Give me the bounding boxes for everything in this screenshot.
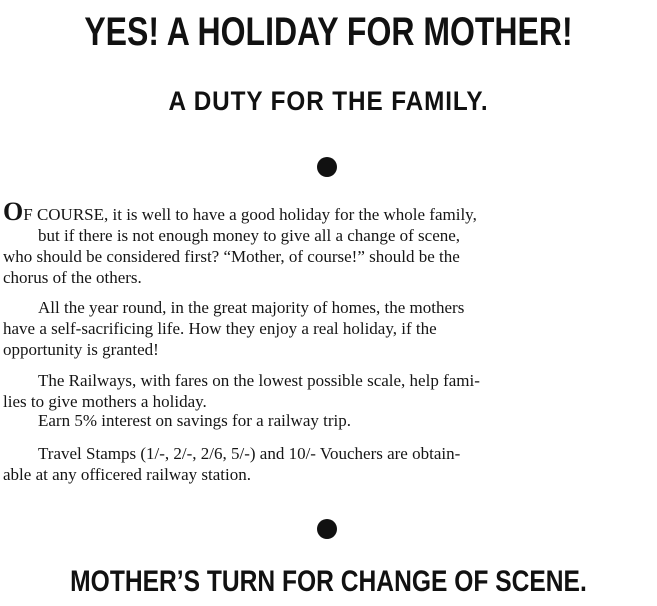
paragraph-3-line-1: The Railways, with fares on the lowest possible scale, help fami- [38,371,480,390]
paragraph-1-line-4: chorus of the others. [3,268,142,287]
paragraph-2-line-2: have a self-sacrificing life. How they enjoy a real holiday, if the [3,319,437,338]
paragraph-5-line-2: able at any officered railway station. [3,465,251,484]
paragraph-2-line-1: All the year round, in the great majority of homes, the mothers [38,298,465,317]
bullet-ornament-top [317,157,337,177]
paragraph-2 [3,297,657,360]
headline: YES! A HOLIDAY FOR MOTHER! [84,10,573,54]
paragraph-1-line-1: F COURSE, it is well to have a good holiday for the whole family, [23,205,477,224]
dropcap: O [3,197,24,226]
footer-headline: MOTHER’S TURN FOR CHANGE OF SCENE. [70,565,587,598]
subheadline: A DUTY FOR THE FAMILY. [168,86,489,116]
paragraph-3 [3,370,657,412]
paragraph-4-line-1: Earn 5% interest on savings for a railway trip. [38,411,351,430]
paragraph-3-line-2: lies to give mothers a holiday. [3,392,207,411]
paragraph-2-line-3: opportunity is granted! [3,340,159,359]
paragraph-5-line-1: Travel Stamps (1/-, 2/-, 2/6, 5/-) and 10/- Vouchers are obtain- [38,444,461,463]
paragraph-1-line-3: who should be considered first? “Mother, of course!” should be the [3,247,460,266]
paragraph-1 [3,197,657,288]
paragraph-4 [3,410,657,431]
bullet-ornament-bottom [317,519,337,539]
paragraph-5 [3,443,657,485]
paragraph-1-line-2: but if there is not enough money to give all a change of scene, [38,226,461,245]
